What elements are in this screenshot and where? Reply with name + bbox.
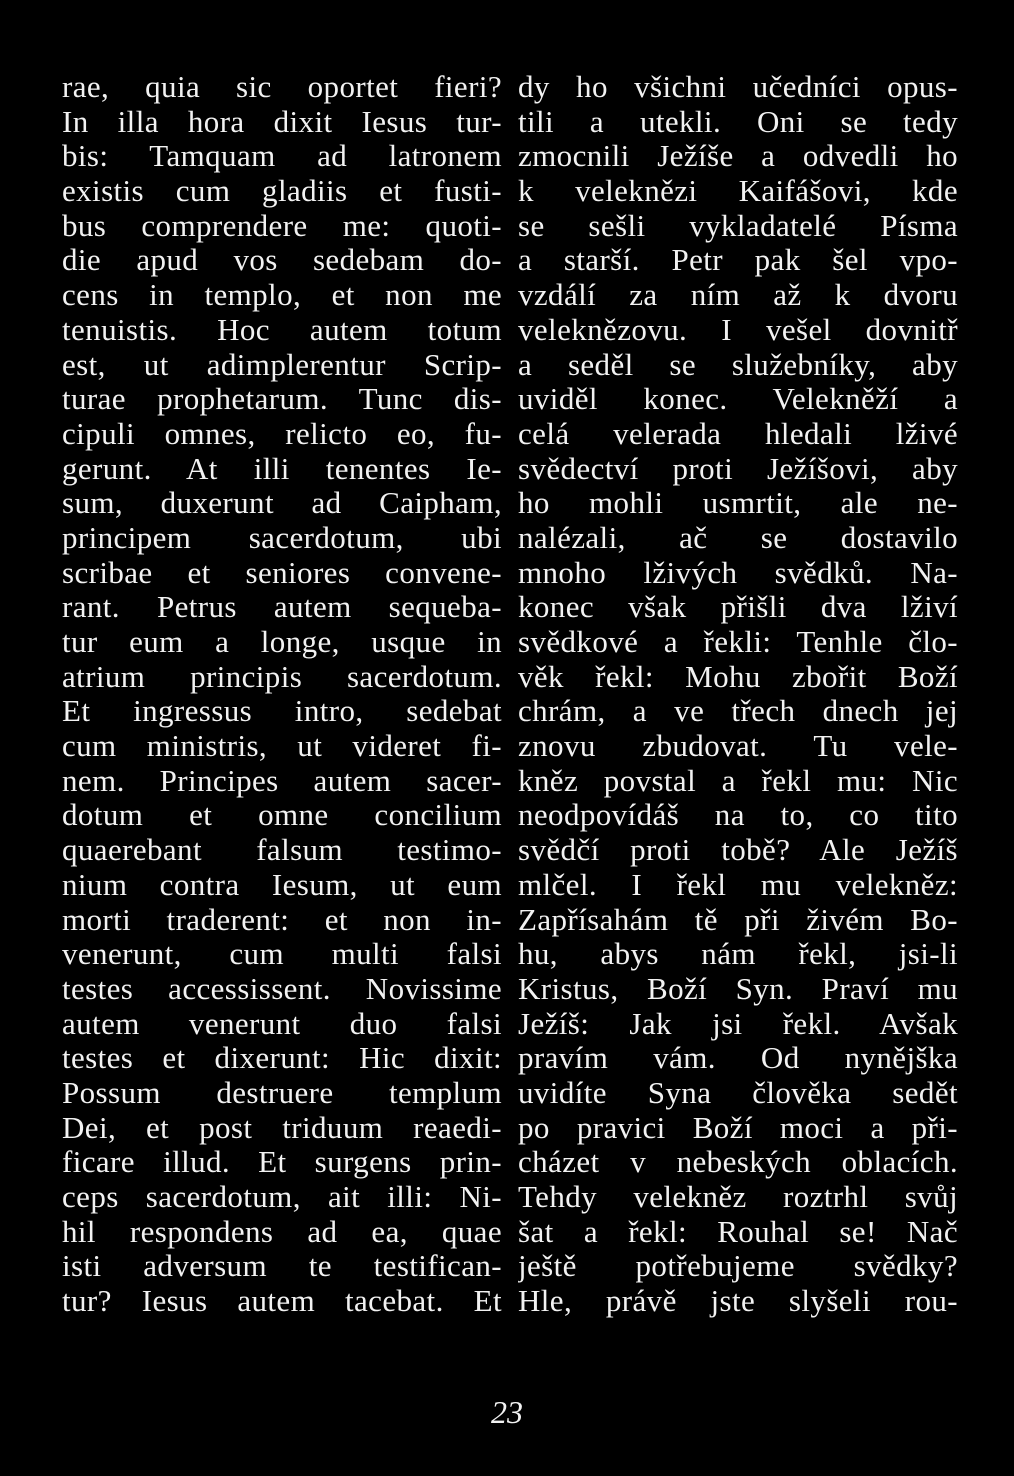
text-line: znovu zbudovat. Tu vele- [518,729,958,764]
text-line: hu, abys nám řekl, jsi-li [518,937,958,972]
text-line: Possum destruere templum [62,1075,502,1110]
text-line: uviděl konec. Velekněží a [518,382,958,417]
text-line: svědkové a řekli: Tenhle člo- [518,625,958,659]
text-line: Tehdy velekněz roztrhl svůj [518,1180,958,1214]
text-line: k veleknězi Kaifášovi, kde [518,174,958,209]
text-line: principem sacerdotum, ubi [62,520,502,555]
text-line: nium contra Iesum, ut eum [62,867,502,902]
text-line: pravím vám. Od nynějška [518,1041,958,1076]
text-line: In illa hora dixit Iesus tur- [62,104,502,139]
text-line: Ježíš: Jak jsi řekl. Avšak [518,1006,958,1041]
text-line: svědectví proti Ježíšovi, aby [518,451,958,486]
text-line: hil respondens ad ea, quae [62,1214,502,1249]
text-line: rae, quia sic oportet fieri? [62,70,502,104]
text-line: bus comprendere me: quoti- [62,208,502,243]
text-line: uvidíte Syna člověka sedět [518,1075,958,1110]
text-line: a seděl se služebníky, aby [518,347,958,382]
text-line: svědčí proti tobě? Ale Ježíš [518,833,958,868]
text-line: isti adversum te testifican- [62,1249,502,1284]
text-line: sum, duxerunt ad Caipham, [62,486,502,521]
text-line: mnoho lživých svědků. Na- [518,555,958,590]
text-line: Dei, et post triduum reaedi- [62,1110,502,1145]
text-line: tur eum a longe, usque in [62,625,502,659]
text-line: mlčel. I řekl mu velekněz: [518,867,958,902]
text-line: neodpovídáš na to, co tito [518,798,958,833]
page-number: 23 [491,1394,523,1430]
text-line: tur? Iesus autem tacebat. Et [62,1284,502,1319]
text-line: ficare illud. Et surgens prin- [62,1145,502,1180]
text-line: testes accessissent. Novissime [62,971,502,1006]
text-line: po pravici Boží moci a při- [518,1110,958,1145]
text-line: morti traderent: et non in- [62,902,502,937]
text-line: testes et dixerunt: Hic dixit: [62,1041,502,1076]
text-line: scribae et seniores convene- [62,555,502,590]
text-line: veleknězovu. I vešel dovnitř [518,312,958,347]
text-line: se sešli vykladatelé Písma [518,208,958,243]
text-line: est, ut adimplerentur Scrip- [62,347,502,382]
text-line: rant. Petrus autem sequeba- [62,590,502,625]
text-line: quaerebant falsum testimo- [62,833,502,868]
text-line: konec však přišli dva lživí [518,590,958,625]
czech-text-column [518,70,958,1319]
text-line: gerunt. At illi tenentes Ie- [62,451,502,486]
text-line: Zapřísahám tě při živém Bo- [518,902,958,937]
text-line: ceps sacerdotum, ait illi: Ni- [62,1180,502,1214]
latin-text-column [62,70,502,1319]
text-line: nem. Principes autem sacer- [62,763,502,798]
text-line: kněz povstal a řekl mu: Nic [518,763,958,798]
text-line: chrám, a ve třech dnech jej [518,694,958,729]
text-line: cházet v nebeských oblacích. [518,1145,958,1180]
text-line: tili a utekli. Oni se tedy [518,104,958,139]
text-line: bis: Tamquam ad latronem [62,139,502,174]
text-line: a starší. Petr pak šel vpo- [518,243,958,278]
text-line: atrium principis sacerdotum. [62,659,502,694]
text-line: zmocnili Ježíše a odvedli ho [518,139,958,174]
text-line: Kristus, Boží Syn. Praví mu [518,971,958,1006]
text-line: venerunt, cum multi falsi [62,937,502,972]
text-line: cens in templo, et non me [62,278,502,313]
text-line: nalézali, ač se dostavilo [518,520,958,555]
text-line: vzdálí za ním až k dvoru [518,278,958,313]
text-line: dy ho všichni učedníci opus- [518,70,958,104]
text-line: turae prophetarum. Tunc dis- [62,382,502,417]
text-line: celá velerada hledali lživé [518,416,958,451]
text-line: věk řekl: Mohu zbořit Boží [518,659,958,694]
text-line: cum ministris, ut videret fi- [62,729,502,764]
text-line: existis cum gladiis et fusti- [62,174,502,209]
text-line: autem venerunt duo falsi [62,1006,502,1041]
text-line: ho mohli usmrtit, ale ne- [518,486,958,521]
text-line: tenuistis. Hoc autem totum [62,312,502,347]
text-line: die apud vos sedebam do- [62,243,502,278]
text-line: Et ingressus intro, sedebat [62,694,502,729]
text-line: šat a řekl: Rouhal se! Nač [518,1214,958,1249]
text-line: ještě potřebujeme svědky? [518,1249,958,1284]
text-line: Hle, právě jste slyšeli rou- [518,1284,958,1319]
text-line: cipuli omnes, relicto eo, fu- [62,416,502,451]
text-line: dotum et omne concilium [62,798,502,833]
